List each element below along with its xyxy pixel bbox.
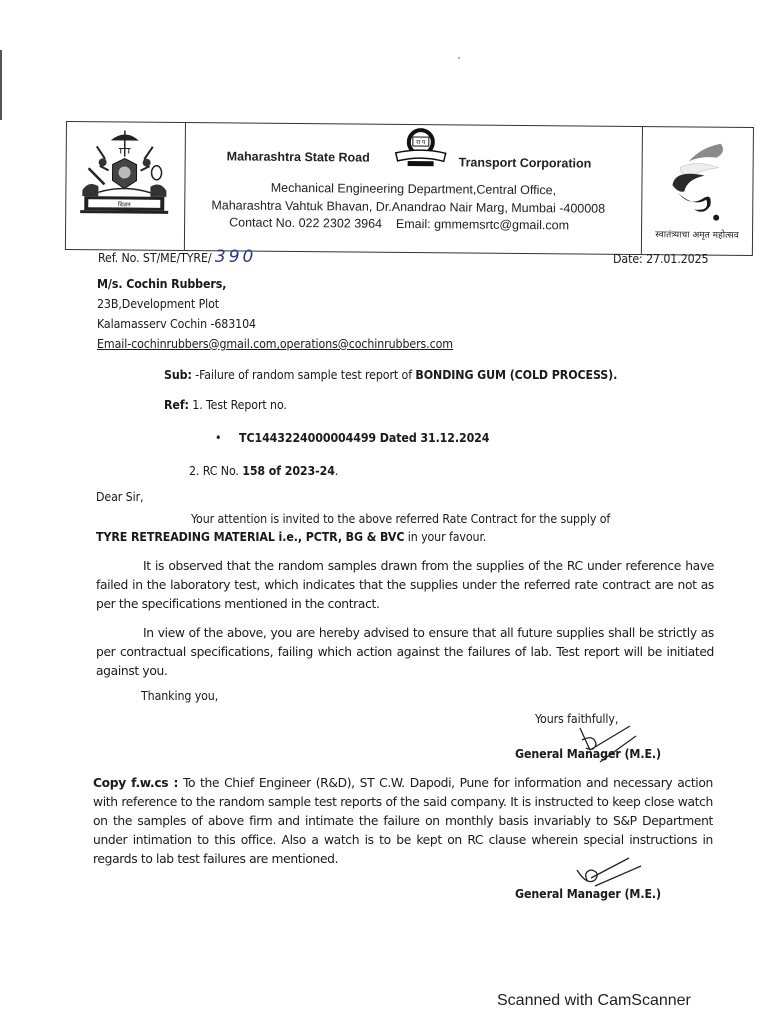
letterhead-left-cell (66, 122, 186, 250)
addressee-line1: 23B,Development Plot (97, 297, 220, 311)
bullet-icon: • (215, 431, 222, 445)
amrit-mahotsav-logo-icon (660, 141, 733, 222)
copy-text: To the Chief Engineer (R&D), ST C.W. Dapodi, Pune for information and necessary action with reference to the random sample test reports of the said company. It is instructed to keep close watch on the samples of above firm and intimate the failure on monthly basis invariably to S&P Department under intimation to this office. Also a watch is to be kept on RC clause wherein special instructions in regards to lab test failures are mentioned. (93, 776, 713, 866)
subject-bold: BONDING GUM (COLD PROCESS). (415, 368, 618, 382)
rc-number: 158 of 2023-24 (242, 464, 335, 478)
address-line: Maharashtra Vahtuk Bhavan, Dr.Anandrao Nair Marg, Mumbai -400008 (211, 198, 606, 216)
paragraph-2: It is observed that the random samples drawn from the supplies of the RC under reference have failed in the laboratory test, which indicates that the supplies under the referred rate contract are not as per the specifications mentioned in the contract. (96, 559, 714, 611)
letterhead (65, 121, 754, 256)
addressee-line2: Kalamasserv Cochin -683104 (97, 317, 256, 331)
rc-prefix: 2. RC No. (189, 464, 243, 478)
salutation: Dear Sir, (96, 490, 144, 504)
maharashtra-emblem-icon (74, 126, 175, 219)
reference-number (98, 247, 256, 267)
closing: Thanking you, (141, 689, 219, 703)
material-bold: TYRE RETREADING MATERIAL i.e., PCTR, BG & BVC (96, 530, 405, 544)
ref-item-1: 1. Test Report no. (188, 398, 287, 412)
svg-text:रा प: रा प (416, 140, 426, 147)
subject-text: -Failure of random sample test report of (191, 368, 416, 382)
paragraph-1-end: in your favour. (404, 530, 487, 544)
org-name-right: Transport Corporation (458, 155, 592, 171)
letterhead-right-cell (641, 127, 753, 255)
amrit-mahotsav-caption: स्वातंत्र्याचा अमृत महोत्सव (655, 230, 739, 241)
yours-faithfully: Yours faithfully, (535, 712, 619, 726)
ref-number-handwritten: 390 (214, 247, 257, 267)
paragraph-3: In view of the above, you are hereby advised to ensure that all future supplies shall be strictly as per contractual specifications, failing which action against the failures of lab. Test report will be initiated against you. (96, 626, 714, 678)
subject-line (164, 368, 617, 382)
paragraph-1-line-2 (96, 530, 486, 544)
subject-label: Sub: (164, 368, 192, 382)
ref-label-2: Ref: (164, 398, 189, 412)
scan-speck (458, 57, 460, 59)
addressee-email[interactable]: Email-cochinrubbers@gmail.com,operations@cochinrubbers.com (97, 337, 453, 351)
contact-line: Contact No. 022 2302 3964 Email: gmmemsrtc@gmail.com (229, 215, 570, 233)
svg-text:विज़न: विज़न (117, 202, 131, 209)
scan-page-edge (0, 50, 2, 120)
test-report-number: TC1443224000004499 Dated 31.12.2024 (239, 431, 490, 445)
org-name-left: Maharashtra State Road (226, 149, 370, 165)
ref-label: Ref. No. ST/ME/TYRE/ (98, 251, 212, 265)
signatory-2: General Manager (M.E.) (515, 887, 661, 901)
ref-line-2 (189, 464, 338, 478)
camscanner-watermark: Scanned with CamScanner (497, 992, 691, 1009)
signatory-1: General Manager (M.E.) (515, 747, 661, 761)
addressee-name: M/s. Cochin Rubbers, (97, 277, 227, 291)
paragraph-1-line-1: Your attention is invited to the above referred Rate Contract for the supply of (191, 512, 611, 526)
department-line: Mechanical Engineering Department,Central Office, (270, 180, 557, 198)
copy-forwarded-paragraph (93, 774, 713, 869)
rc-suffix: . (334, 464, 339, 478)
letter-date: Date: 27.01.2025 (613, 252, 709, 266)
ref-line-1 (164, 398, 287, 412)
msrtc-logo-icon (392, 127, 450, 168)
copy-label: Copy f.w.cs : (93, 776, 179, 790)
letterhead-center-cell (186, 123, 641, 254)
